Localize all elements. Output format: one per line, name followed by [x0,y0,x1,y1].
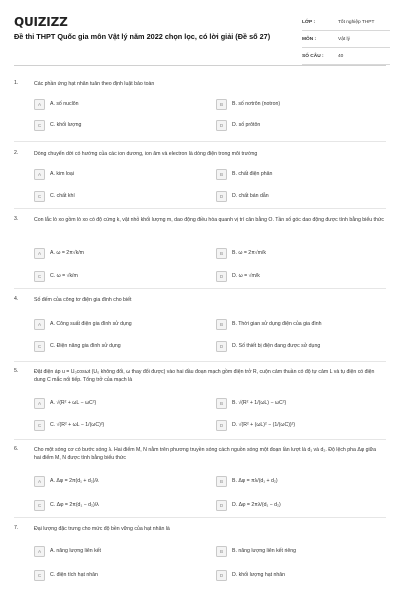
question-number: 6. [14,446,19,452]
option-text: D. ω = √m/k [232,273,260,279]
question-text: Con lắc lò xo gồm lò xo có độ cứng k, vật nhỏ khối lượng m, dao động điều hòa quanh vị trí cân bằng O. Tần số góc dao động được tính bằng biểu thức [34,217,384,223]
option-text: C. điện tích hạt nhân [50,572,98,578]
question-number: 1. [14,80,19,86]
option-text: C. ω = √k/m [50,273,78,279]
option-a[interactable] [34,168,204,180]
option-letter-badge: B [216,248,227,259]
option-a[interactable] [34,545,204,557]
question-text: Cho một sóng cơ có bước sóng λ. Hai điểm M, N nằm trên phương truyền sóng cách nguồn sóng một đoạn lần lượt là d₁ và d₂. Độ lệch pha Δφ giữa hai điểm M, N được tính bằng biểu thức [34,447,377,461]
option-text: D. Số thiết bị điện đang được sử dụng [232,343,321,349]
question-divider [14,208,386,209]
meta-row-subject [302,31,390,48]
option-text: A. Δφ = 2π(d₁ + d₂)/λ [50,478,99,484]
option-text: B. năng lượng liên kết riêng [232,548,296,554]
meta-key: LỚP : [302,19,316,25]
option-c[interactable] [34,190,204,202]
option-c[interactable] [34,340,204,352]
option-a[interactable] [34,318,204,330]
option-text: A. kim loại [50,171,74,177]
meta-value: Tốt nghiệp THPT [338,19,375,25]
option-c[interactable] [34,270,204,282]
meta-value: Vật lý [338,36,350,42]
question-text: Dòng chuyển dời có hướng của các ion dương, ion âm và electron là dòng điện trong môi trường [34,151,258,157]
option-a[interactable] [34,247,204,259]
option-letter-badge: D [216,191,227,202]
option-text: C. Điện năng gia đình sử dụng [50,343,121,349]
option-letter-badge: C [34,570,45,581]
header-divider [14,65,386,66]
option-letter-badge: D [216,341,227,352]
option-letter-badge: D [216,420,227,431]
quizizz-logo: QUIZIZZ [14,15,68,29]
option-letter-badge: A [34,398,45,409]
option-d[interactable] [216,119,386,131]
question-text: Đặt điện áp u = U₀cosωt (U₀ không đổi, ω thay đổi được) vào hai đầu đoạn mạch gồm điện trở R, cuộn cảm thuần có độ tự cảm L và tụ điện có điện dung C mắc nối tiếp. Tổng trở của mạch là [34,369,375,383]
option-text: D. Δφ = 2πλ/(d₁ − d₂) [232,502,281,508]
question-divider [14,288,386,289]
meta-table [302,14,390,65]
option-a[interactable] [34,397,204,409]
question-divider [14,361,386,362]
option-text: D. chất bán dẫn [232,193,269,199]
option-d[interactable] [216,340,386,352]
option-text: B. √(R² + 1/(ωL) − ωC²) [232,400,287,406]
option-text: D. khối lượng hạt nhân [232,572,286,578]
option-text: D. √(R² + (ωL)² − (1/(ωC))²) [232,422,296,428]
option-text: A. năng lượng liên kết [50,548,101,554]
option-b[interactable] [216,397,386,409]
option-a[interactable] [34,98,204,110]
option-letter-badge: D [216,120,227,131]
meta-key: SỐ CÂU : [302,53,324,59]
option-letter-badge: C [34,271,45,282]
option-letter-badge: B [216,398,227,409]
option-b[interactable] [216,545,386,557]
question-number: 4. [14,296,19,302]
option-text: A. Công suất điện gia đình sử dụng [50,321,132,327]
option-c[interactable] [34,419,204,431]
option-text: C. Δφ = 2π(d₁ − d₂)/λ [50,502,99,508]
question-text: Các phần ứng hạt nhân tuân theo định luật bảo toàn [34,81,155,87]
option-b[interactable] [216,318,386,330]
option-b[interactable] [216,475,386,487]
option-letter-badge: C [34,341,45,352]
option-text: B. ω = 2π√m/k [232,250,266,256]
option-b[interactable] [216,168,386,180]
option-text: B. Thời gian sử dụng điện của gia đình [232,321,322,327]
option-letter-badge: B [216,169,227,180]
option-c[interactable] [34,569,204,581]
option-text: B. Δφ = πλ/(d₁ + d₂) [232,478,278,484]
question-text: Đại lượng đặc trưng cho mức độ bền vững của hạt nhân là [34,526,170,532]
option-letter-badge: A [34,319,45,330]
option-text: B. số nơtrôn (notron) [232,101,281,107]
option-b[interactable] [216,98,386,110]
option-text: A. số nuclôn [50,101,79,107]
meta-row-count [302,48,390,65]
option-text: B. chất điện phân [232,171,273,177]
option-letter-badge: D [216,500,227,511]
option-letter-badge: A [34,546,45,557]
option-letter-badge: D [216,570,227,581]
option-text: D. số prôtôn [232,122,261,128]
question-number: 3. [14,216,19,222]
option-text: A. √(R² + ωL − ωC²) [50,400,97,406]
question-text: Số đếm của công tơ điện gia đình cho biết [34,297,132,303]
question-number: 2. [14,150,19,156]
question-divider [14,439,386,440]
meta-value: 40 [338,53,344,59]
page-title: Đề thi THPT Quốc gia môn Vật lý năm 2022 chọn lọc, có lời giải (Đề số 27) [14,32,271,41]
option-letter-badge: A [34,99,45,110]
option-d[interactable] [216,190,386,202]
question-number: 5. [14,368,19,374]
option-letter-badge: A [34,248,45,259]
option-letter-badge: A [34,476,45,487]
option-letter-badge: B [216,476,227,487]
option-d[interactable] [216,270,386,282]
option-d[interactable] [216,499,386,511]
option-letter-badge: B [216,546,227,557]
option-letter-badge: A [34,169,45,180]
option-text: C. chất khí [50,193,75,199]
question-divider [14,517,386,518]
option-text: A. ω = 2π√k/m [50,250,84,256]
option-letter-badge: C [34,191,45,202]
option-letter-badge: B [216,99,227,110]
option-c[interactable] [34,119,204,131]
option-d[interactable] [216,569,386,581]
option-letter-badge: B [216,319,227,330]
option-text: C. khối lượng [50,122,82,128]
option-letter-badge: C [34,120,45,131]
option-b[interactable] [216,247,386,259]
option-letter-badge: C [34,500,45,511]
option-d[interactable] [216,419,386,431]
option-text: C. √(R² + ωL − 1/(ωC)²) [50,422,105,428]
meta-key: MÔN : [302,36,317,42]
question-divider [14,141,386,142]
option-letter-badge: D [216,271,227,282]
option-a[interactable] [34,475,204,487]
option-letter-badge: C [34,420,45,431]
meta-row-class [302,14,390,31]
option-c[interactable] [34,499,204,511]
question-number: 7. [14,525,19,531]
